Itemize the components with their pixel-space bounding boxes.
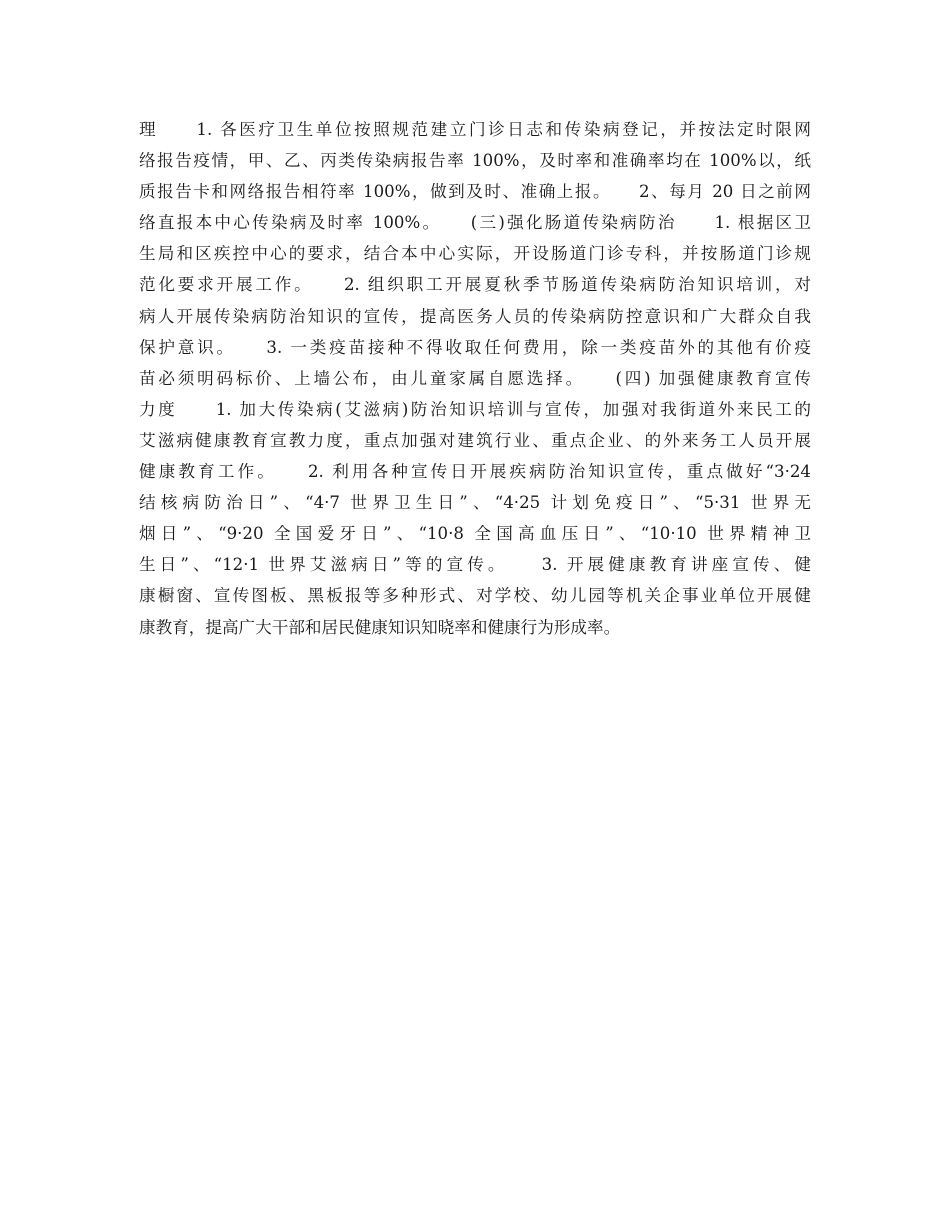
text-line: 范化要求开展工作。 2. 组织职工开展夏秋季节肠道传染病防治知识培训，对 [139, 275, 811, 295]
text-line: 康橱窗、宣传图板、黑板报等多种形式、对学校、幼儿园等机关企事业单位开展健 [139, 586, 811, 606]
text-line: 生日”、“12·1 世界艾滋病日”等的宣传。 3. 开展健康教育讲座宣传、健 [139, 555, 811, 575]
text-line: 保护意识。 3. 一类疫苗接种不得收取任何费用，除一类疫苗外的其他有价疫 [139, 337, 811, 357]
text-line: 康教育，提高广大干部和居民健康知识知晓率和健康行为形成率。 [139, 617, 621, 637]
text-line: 艾滋病健康教育宣教力度，重点加强对建筑行业、重点企业、的外来务工人员开展 [139, 430, 811, 450]
text-line: 络报告疫情，甲、乙、丙类传染病报告率 100%，及时率和准确率均在 100%以，纸 [139, 151, 811, 171]
text-line: 力度 1. 加大传染病(艾滋病)防治知识培训与宣传，加强对我街道外来民工的 [139, 399, 811, 419]
text-line: 健康教育工作。 2. 利用各种宣传日开展疾病防治知识宣传，重点做好“3·24 [139, 462, 811, 482]
text-line: 理 1. 各医疗卫生单位按照规范建立门诊日志和传染病登记，并按法定时限网 [139, 120, 811, 139]
document-body [139, 114, 811, 643]
text-line: 结核病防治日”、“4·7 世界卫生日”、“4·25 计划免疫日”、“5·31 世界无 [139, 493, 811, 513]
text-line: 生局和区疾控中心的要求，结合本中心实际，开设肠道门诊专科，并按肠道门诊规 [139, 244, 811, 264]
text-line: 病人开展传染病防治知识的宣传，提高医务人员的传染病防控意识和广大群众自我 [139, 306, 811, 326]
text-line: 苗必须明码标价、上墙公布，由儿童家属自愿选择。 (四) 加强健康教育宣传 [139, 368, 811, 388]
text-line: 质报告卡和网络报告相符率 100%，做到及时、准确上报。 2、每月 20 日之前网 [139, 182, 811, 202]
text-line: 络直报本中心传染病及时率 100%。 (三)强化肠道传染病防治 1. 根据区卫 [139, 213, 811, 233]
text-line: 烟日”、“9·20 全国爱牙日”、“10·8 全国高血压日”、“10·10 世界精神卫 [139, 524, 811, 544]
